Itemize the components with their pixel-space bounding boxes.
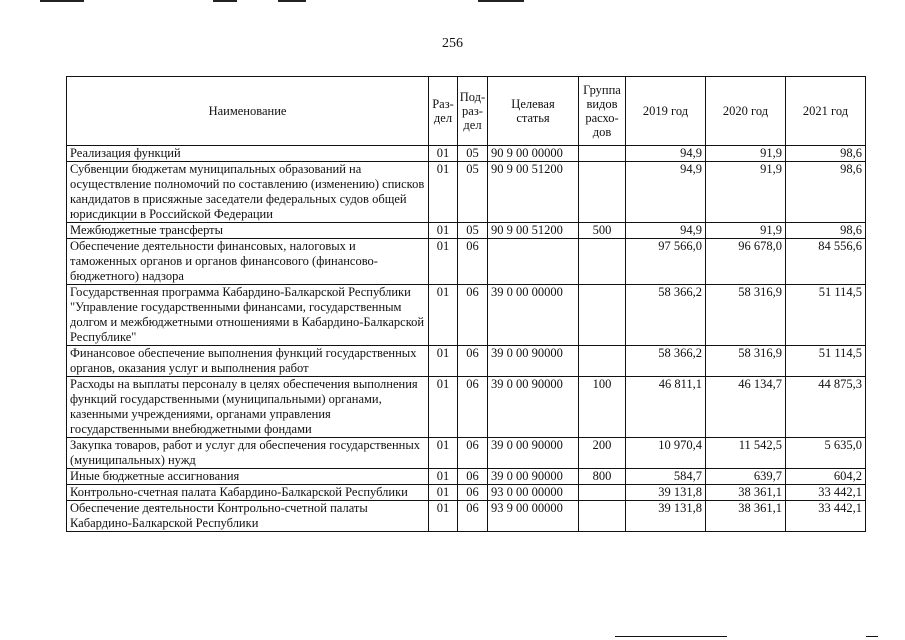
header-2019-label: 2019 год (642, 104, 689, 118)
header-target-label: Целевая статья (511, 97, 555, 125)
row-name: Обеспечение деятельности Контрольно-счетной палаты Кабардино-Балкарской Республики (67, 501, 429, 532)
table-row (67, 162, 866, 223)
row-group: 100 (579, 377, 626, 438)
row-2020: 639,7 (706, 469, 786, 485)
row-name: Реализация функций (67, 146, 429, 162)
row-target: 39 0 00 90000 (488, 438, 579, 469)
table-row (67, 377, 866, 438)
row-name: Субвенции бюджетам муниципальных образований на осуществление полномочий по составлению (изменению) списков кандидатов в присяжные заседатели федеральных судов общей юрисдикции в Российской Федерации (67, 162, 429, 223)
row-subsection: 06 (458, 377, 488, 438)
table-row (67, 501, 866, 532)
table-row (67, 438, 866, 469)
row-section: 01 (429, 485, 458, 501)
row-2021: 604,2 (786, 469, 866, 485)
table-row (67, 485, 866, 501)
row-target: 39 0 00 00000 (488, 285, 579, 346)
header-2021-label: 2021 год (802, 104, 849, 118)
row-2019: 46 811,1 (626, 377, 706, 438)
header-2020-label: 2020 год (722, 104, 769, 118)
row-subsection: 06 (458, 485, 488, 501)
row-2019: 97 566,0 (626, 239, 706, 285)
row-2020: 38 361,1 (706, 501, 786, 532)
row-2019: 94,9 (626, 223, 706, 239)
table-header (67, 77, 866, 146)
row-subsection: 06 (458, 285, 488, 346)
row-section: 01 (429, 377, 458, 438)
row-2020: 58 316,9 (706, 285, 786, 346)
row-2021: 98,6 (786, 223, 866, 239)
row-2020: 38 361,1 (706, 485, 786, 501)
row-2020: 96 678,0 (706, 239, 786, 285)
row-name: Финансовое обеспечение выполнения функций государственных органов, оказания услуг и выполнения работ (67, 346, 429, 377)
row-2021: 98,6 (786, 146, 866, 162)
row-subsection: 06 (458, 239, 488, 285)
row-group: 200 (579, 438, 626, 469)
row-group (579, 146, 626, 162)
row-name: Обеспечение деятельности финансовых, налоговых и таможенных органов и органов финансового (финансово-бюджетного) надзора (67, 239, 429, 285)
row-section: 01 (429, 501, 458, 532)
row-name: Государственная программа Кабардино-Балкарской Республики "Управление государственными финансами, государственным долгом и межбюджетными отношениями в Кабардино-Балкарской Республике" (67, 285, 429, 346)
row-subsection: 06 (458, 501, 488, 532)
row-2020: 46 134,7 (706, 377, 786, 438)
table-row (67, 285, 866, 346)
table-row (67, 223, 866, 239)
row-2021: 33 442,1 (786, 485, 866, 501)
scan-mark (213, 0, 237, 2)
row-section: 01 (429, 223, 458, 239)
row-subsection: 06 (458, 346, 488, 377)
header-subsection (458, 77, 488, 146)
row-group (579, 485, 626, 501)
table-row (67, 469, 866, 485)
row-2020: 91,9 (706, 146, 786, 162)
row-2019: 94,9 (626, 162, 706, 223)
row-name: Закупка товаров, работ и услуг для обеспечения государственных (муниципальных) нужд (67, 438, 429, 469)
table-row (67, 346, 866, 377)
scan-mark (278, 0, 306, 2)
row-name: Иные бюджетные ассигнования (67, 469, 429, 485)
row-section: 01 (429, 146, 458, 162)
header-section-label: Раз- дел (432, 97, 454, 125)
row-name: Контрольно-счетная палата Кабардино-Балкарской Республики (67, 485, 429, 501)
table-row (67, 146, 866, 162)
row-group (579, 162, 626, 223)
row-subsection: 05 (458, 223, 488, 239)
header-subsection-label: Под- раз- дел (459, 90, 486, 132)
row-2021: 5 635,0 (786, 438, 866, 469)
scan-mark (866, 636, 878, 637)
page-number: 256 (442, 36, 463, 51)
row-group (579, 239, 626, 285)
header-name (67, 77, 429, 146)
row-section: 01 (429, 239, 458, 285)
table-row (67, 239, 866, 285)
header-section (429, 77, 458, 146)
row-section: 01 (429, 438, 458, 469)
header-name-label: Наименование (208, 104, 287, 118)
row-subsection: 05 (458, 146, 488, 162)
row-2019: 584,7 (626, 469, 706, 485)
row-2019: 10 970,4 (626, 438, 706, 469)
row-target: 93 0 00 00000 (488, 485, 579, 501)
header-2021 (786, 77, 866, 146)
row-name: Расходы на выплаты персоналу в целях обеспечения выполнения функций государственными (муниципальными) органами, казенными учреждениями, органами управления государственными внебюджетными фондами (67, 377, 429, 438)
row-group: 800 (579, 469, 626, 485)
row-section: 01 (429, 162, 458, 223)
row-section: 01 (429, 285, 458, 346)
row-group (579, 285, 626, 346)
header-2020 (706, 77, 786, 146)
row-2019: 58 366,2 (626, 346, 706, 377)
row-2021: 51 114,5 (786, 285, 866, 346)
row-2019: 58 366,2 (626, 285, 706, 346)
scan-mark (40, 0, 84, 2)
row-target: 90 9 00 51200 (488, 162, 579, 223)
row-2019: 39 131,8 (626, 485, 706, 501)
row-group (579, 346, 626, 377)
row-section: 01 (429, 346, 458, 377)
row-target: 90 9 00 00000 (488, 146, 579, 162)
row-subsection: 05 (458, 162, 488, 223)
budget-table (66, 76, 866, 532)
header-2019 (626, 77, 706, 146)
row-subsection: 06 (458, 438, 488, 469)
row-group (579, 501, 626, 532)
table-body (67, 146, 866, 532)
row-2020: 91,9 (706, 162, 786, 223)
row-name: Межбюджетные трансферты (67, 223, 429, 239)
row-2020: 11 542,5 (706, 438, 786, 469)
header-group (579, 77, 626, 146)
header-target (488, 77, 579, 146)
row-target: 90 9 00 51200 (488, 223, 579, 239)
row-group: 500 (579, 223, 626, 239)
row-2019: 39 131,8 (626, 501, 706, 532)
row-2020: 58 316,9 (706, 346, 786, 377)
header-group-label: Группа видов расхо- дов (583, 83, 621, 139)
row-2021: 84 556,6 (786, 239, 866, 285)
row-target: 93 9 00 00000 (488, 501, 579, 532)
row-2021: 51 114,5 (786, 346, 866, 377)
row-2021: 33 442,1 (786, 501, 866, 532)
row-2020: 91,9 (706, 223, 786, 239)
row-target: 39 0 00 90000 (488, 377, 579, 438)
scan-mark (615, 636, 727, 637)
scan-mark (478, 0, 524, 2)
row-2019: 94,9 (626, 146, 706, 162)
row-section: 01 (429, 469, 458, 485)
row-target: 39 0 00 90000 (488, 469, 579, 485)
row-subsection: 06 (458, 469, 488, 485)
row-target: 39 0 00 90000 (488, 346, 579, 377)
row-2021: 98,6 (786, 162, 866, 223)
row-target (488, 239, 579, 285)
row-2021: 44 875,3 (786, 377, 866, 438)
